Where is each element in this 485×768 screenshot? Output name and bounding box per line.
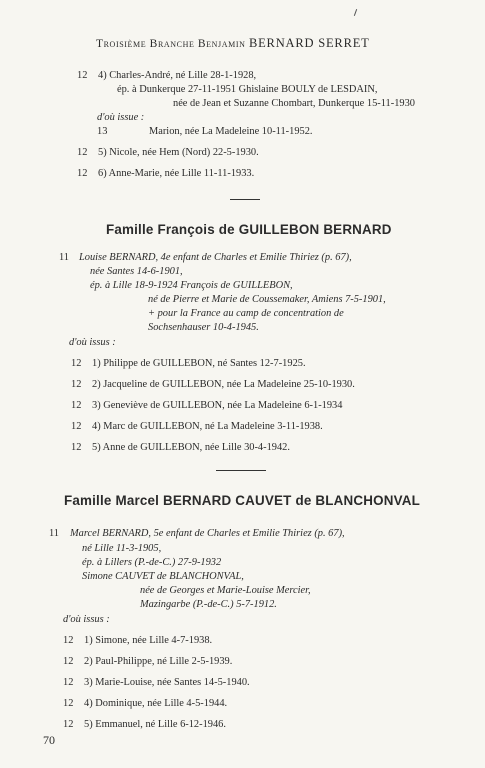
child-entry: 2) Jacqueline de GUILLEBON, née La Madeleine 25-10-1930. xyxy=(92,379,355,390)
generation-number: 12 xyxy=(63,719,74,730)
child-entry: 4) Dominique, née Lille 4-5-1944. xyxy=(84,698,228,709)
generation-number: 12 xyxy=(77,168,88,179)
child-entry: 1) Philippe de GUILLEBON, né Santes 12-7-1925. xyxy=(92,358,306,369)
family-title: Famille Marcel BERNARD CAUVET de BLANCHONVAL xyxy=(64,493,421,508)
parent-line: Simone CAUVET de BLANCHONVAL, xyxy=(82,571,244,582)
parent-line: Louise BERNARD, 4e enfant de Charles et Emilie Thiriez (p. 67), xyxy=(79,252,352,263)
page-mark xyxy=(354,9,357,16)
issue-label: d'où issus : xyxy=(69,337,116,348)
generation-number: 11 xyxy=(49,528,60,539)
generation-number: 12 xyxy=(71,400,82,411)
child-entry: 3) Geneviève de GUILLEBON, née La Madeleine 6-1-1934 xyxy=(92,400,343,411)
generation-number: 12 xyxy=(71,358,82,369)
child-entry: 5) Anne de GUILLEBON, née Lille 30-4-1942. xyxy=(92,442,290,453)
parent-line: + pour la France au camp de concentration de xyxy=(148,308,344,319)
child-entry: 4) Marc de GUILLEBON, né La Madeleine 3-11-1938. xyxy=(92,421,323,432)
parent-line: née Santes 14-6-1901, xyxy=(90,266,183,277)
entry-line: née de Jean et Suzanne Chombart, Dunkerque 15-11-1930 xyxy=(173,98,415,109)
parent-line: Marcel BERNARD, 5e enfant de Charles et Emilie Thiriez (p. 67), xyxy=(70,528,345,539)
generation-number: 12 xyxy=(71,442,82,453)
running-header xyxy=(96,36,426,51)
generation-number: 12 xyxy=(77,70,88,81)
parent-line: né Lille 11-3-1905, xyxy=(82,543,162,554)
parent-line: Mazingarbe (P.-de-C.) 5-7-1912. xyxy=(140,599,277,610)
generation-number: 12 xyxy=(63,656,74,667)
generation-number: 11 xyxy=(59,252,70,263)
generation-number: 12 xyxy=(77,147,88,158)
entry-line: ép. à Dunkerque 27-11-1951 Ghislaine BOULY de LESDAIN, xyxy=(117,84,378,95)
entry-line: Marion, née La Madeleine 10-11-1952. xyxy=(149,126,313,137)
generation-number: 12 xyxy=(63,698,74,709)
parent-line: ép. à Lille 18-9-1924 François de GUILLEBON, xyxy=(90,280,293,291)
section-divider xyxy=(230,199,260,200)
child-entry: 3) Marie-Louise, née Santes 14-5-1940. xyxy=(84,677,250,688)
entry-line: 4) Charles-André, né Lille 28-1-1928, xyxy=(98,70,257,81)
family-title: Famille François de GUILLEBON BERNARD xyxy=(106,222,392,237)
issue-label: d'où issue : xyxy=(97,112,145,123)
section-divider xyxy=(216,470,266,471)
header-branch: Troisième Branche Benjamin xyxy=(96,38,246,50)
child-entry: 2) Paul-Philippe, né Lille 2-5-1939. xyxy=(84,656,233,667)
child-entry: 1) Simone, née Lille 4-7-1938. xyxy=(84,635,213,646)
parent-line: né de Pierre et Marie de Coussemaker, Amiens 7-5-1901, xyxy=(148,294,386,305)
page-number: 70 xyxy=(43,733,55,747)
entry-line: 6) Anne-Marie, née Lille 11-11-1933. xyxy=(98,168,255,179)
generation-number: 13 xyxy=(97,126,108,137)
issue-label: d'où issus : xyxy=(63,614,110,625)
parent-line: ép. à Lillers (P.-de-C.) 27-9-1932 xyxy=(82,557,222,568)
entry-line: 5) Nicole, née Hem (Nord) 22-5-1930. xyxy=(98,147,259,158)
generation-number: 12 xyxy=(63,677,74,688)
parent-line: née de Georges et Marie-Louise Mercier, xyxy=(140,585,311,596)
generation-number: 12 xyxy=(71,379,82,390)
header-family: BERNARD SERRET xyxy=(248,36,370,50)
child-entry: 5) Emmanuel, né Lille 6-12-1946. xyxy=(84,719,226,730)
parent-line: Sochsenhauser 10-4-1945. xyxy=(148,322,259,333)
generation-number: 12 xyxy=(71,421,82,432)
generation-number: 12 xyxy=(63,635,74,646)
